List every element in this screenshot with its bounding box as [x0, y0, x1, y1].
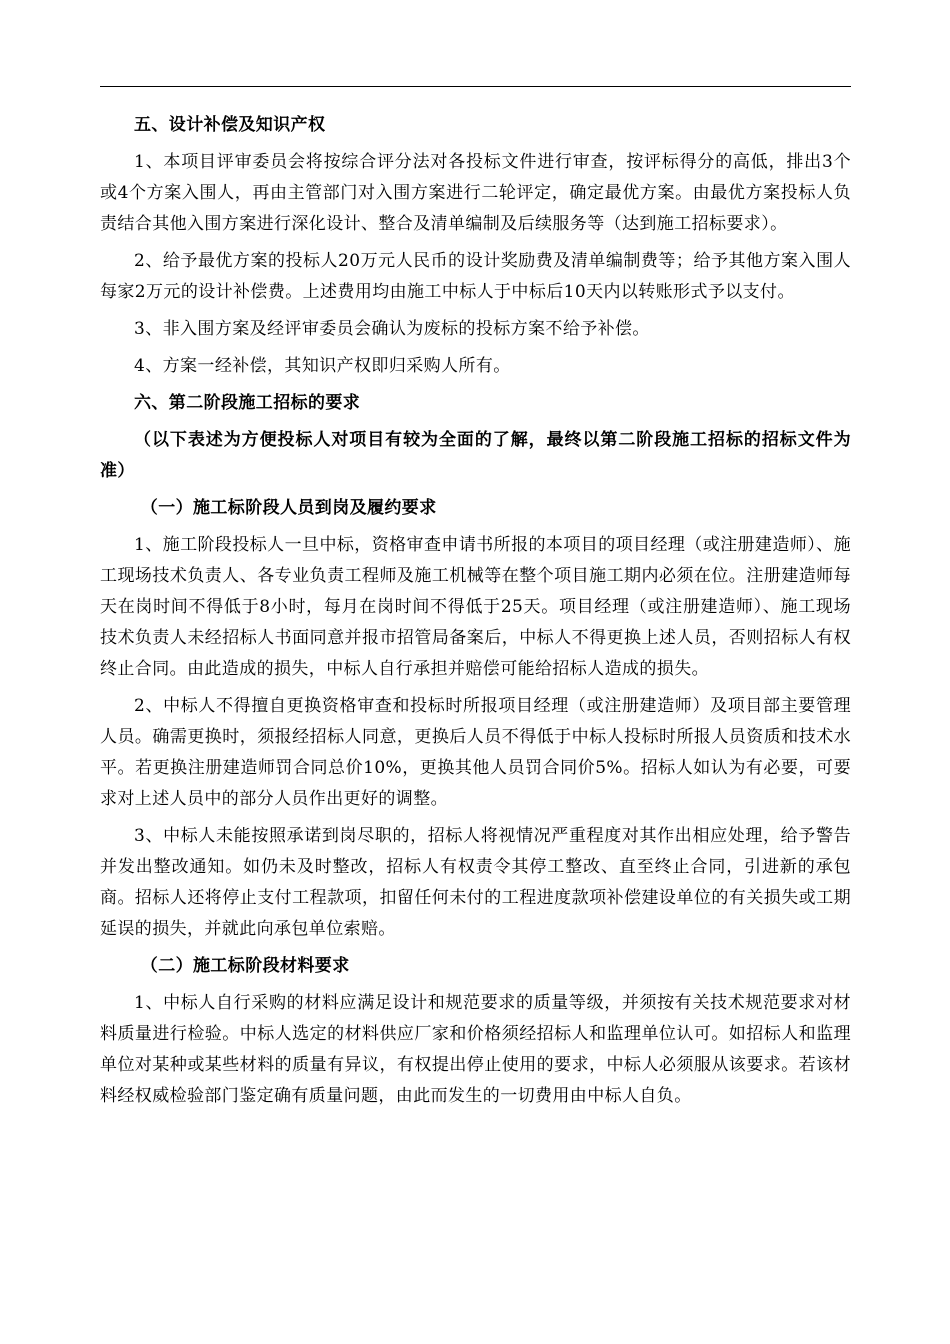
section-heading-5: 五、设计补偿及知识产权: [134, 115, 326, 135]
section-heading-6: 六、第二阶段施工招标的要求: [134, 393, 361, 413]
paragraph-5-2: 2、给予最优方案的投标人20万元人民币的设计奖励费及清单编制费等；给予其他方案入围人每家2万元的设计补偿费。上述费用均由施工中标人于中标后10天内以转账形式予以支付。: [100, 251, 851, 302]
paragraph-6-1-3: 3、中标人未能按照承诺到岗尽职的，招标人将视情况严重程度对其作出相应处理，给予警告并发出整改通知。如仍未及时整改，招标人有权责令其停工整改、直至终止合同，引进新的承包商。招标人还将停止支付工程款项，扣留任何未付的工程进度款项补偿建设单位的有关损失或工期延误的损失，并就此向承包单位索赔。: [100, 826, 851, 939]
paragraph-6-1-2: 2、中标人不得擅自更换资格审查和投标时所报项目经理（或注册建造师）及项目部主要管理人员。确需更换时，须报经招标人同意，更换后人员不得低于中标人投标时所报人员资质和技术水平。若更换注册建造师罚合同总价10%，更换其他人员罚合同价5%。招标人如认为有必要，可要求对上述人员中的部分人员作出更好的调整。: [100, 696, 851, 809]
document-body: [100, 110, 851, 1118]
header-rule: [100, 86, 851, 87]
paragraph-5-4: 4、方案一经补偿，其知识产权即归采购人所有。: [134, 356, 511, 376]
paragraph-5-1: 1、本项目评审委员会将按综合评分法对各投标文件进行审查，按评标得分的高低，排出3个或4个方案入围人，再由主管部门对入围方案进行二轮评定，确定最优方案。由最优方案投标人负责结合其他入围方案进行深化设计、整合及清单编制及后续服务等（达到施工招标要求）。: [100, 152, 851, 234]
subsection-heading-2: （二）施工标阶段材料要求: [140, 956, 350, 976]
paragraph-6-2-1: 1、中标人自行采购的材料应满足设计和规范要求的质量等级，并须按有关技术规范要求对材料质量进行检验。中标人选定的材料供应厂家和价格须经招标人和监理单位认可。如招标人和监理单位对某种或某些材料的质量有异议，有权提出停止使用的要求，中标人必须服从该要求。若该材料经权威检验部门鉴定确有质量问题，由此而发生的一切费用由中标人自负。: [100, 993, 851, 1106]
paragraph-5-3: 3、非入围方案及经评审委员会确认为废标的投标方案不给予补偿。: [134, 319, 650, 339]
subsection-heading-1: （一）施工标阶段人员到岗及履约要求: [140, 498, 437, 518]
paragraph-6-1-1: 1、施工阶段投标人一旦中标，资格审查申请书所报的本项目的项目经理（或注册建造师）、施工现场技术负责人、各专业负责工程师及施工机械等在整个项目施工期内必须在位。注册建造师每天在岗时间不得低于8小时，每月在岗时间不得低于25天。项目经理（或注册建造师）、施工现场技术负责人未经招标人书面同意并报市招管局备案后，中标人不得更换上述人员，否则招标人有权终止合同。由此造成的损失，中标人自行承担并赔偿可能给招标人造成的损失。: [100, 535, 851, 679]
section-note: （以下表述为方便投标人对项目有较为全面的了解，最终以第二阶段施工招标的招标文件为准）: [100, 430, 851, 481]
